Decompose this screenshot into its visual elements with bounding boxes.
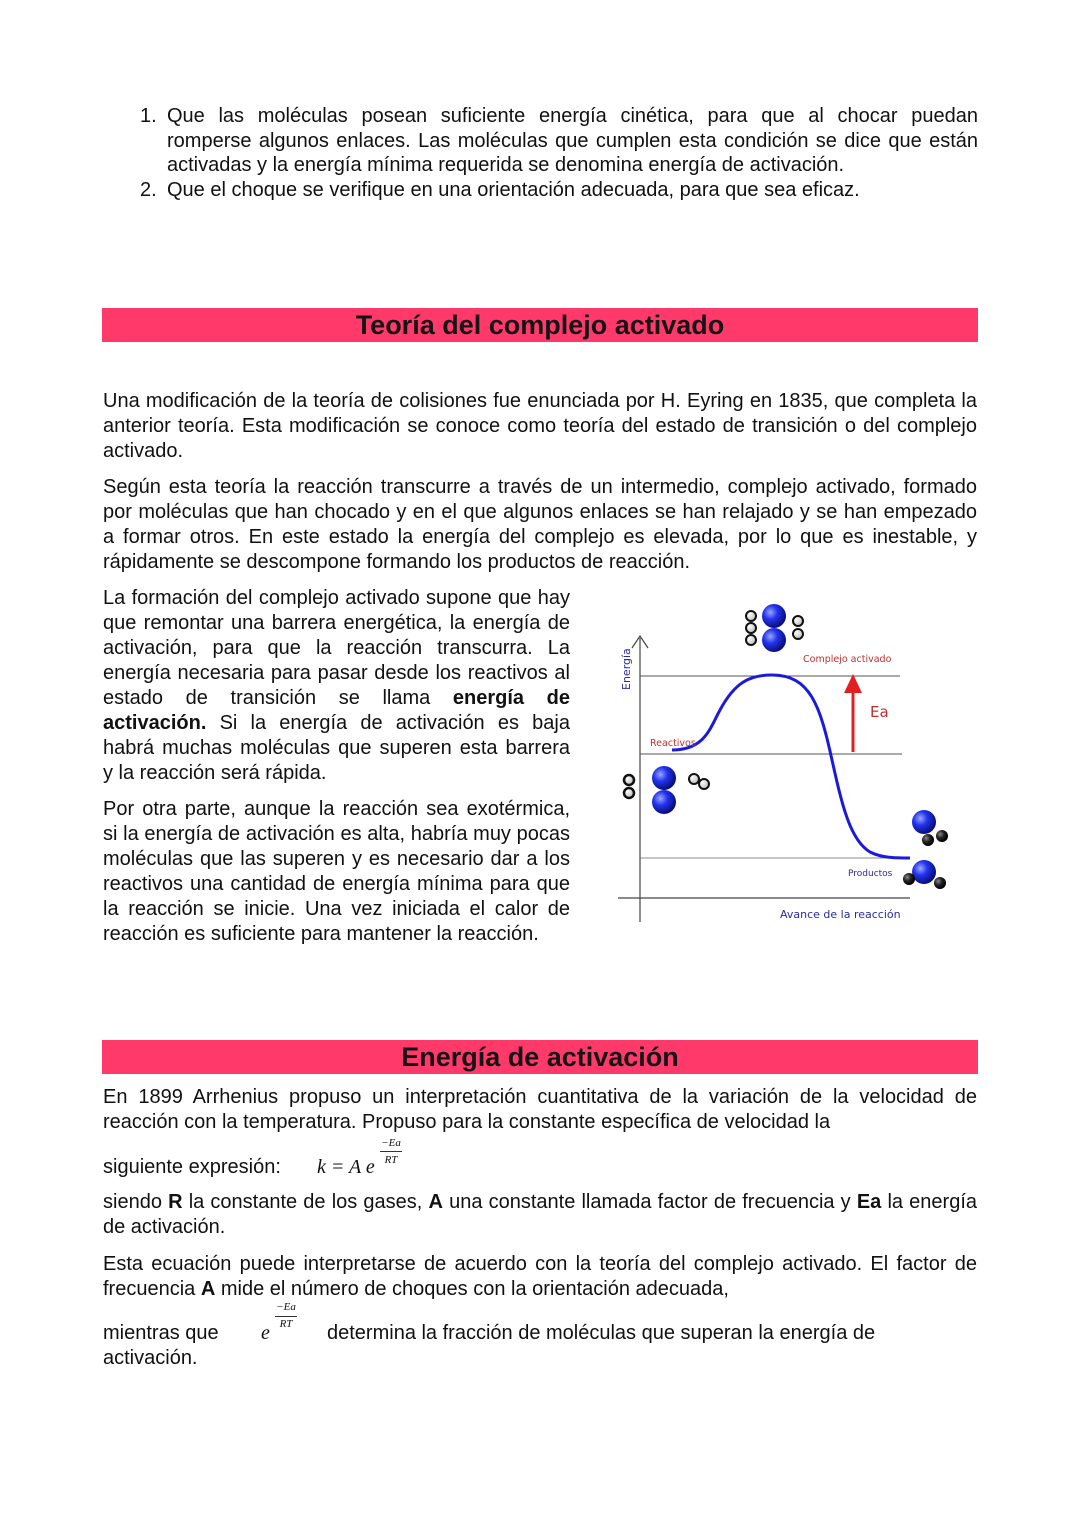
section-heading-energia: Energía de activación: [102, 1040, 978, 1074]
products-molecules-icon: [903, 810, 948, 889]
paragraph-text: la energía de activación.: [103, 1191, 977, 1238]
exp-numerator: −Ea: [276, 1301, 296, 1313]
reaction-axis-label: Avance de la reacción: [780, 908, 901, 921]
list-number: 2.: [140, 178, 157, 201]
exp-fraction-line: [275, 1316, 297, 1317]
productos-label: Productos: [848, 869, 893, 879]
list-number: 1.: [140, 105, 157, 127]
formula-exponent-denominator: RT: [384, 1154, 398, 1166]
list-text: Que las moléculas posean suficiente energía cinética, para que al chocar puedan romperse algunos enlaces. Las moléculas que cumplen esta condición se dice que están activadas y la energía mínima requerida se denomina energía de activación.: [167, 105, 978, 176]
bold-term: R: [168, 1191, 183, 1213]
paragraph-text: una constante llamada factor de frecuencia y: [442, 1191, 857, 1213]
list-item: [140, 104, 978, 178]
formula-main: k = A e: [317, 1156, 375, 1178]
paragraph-exotermica: Por otra parte, aunque la reacción sea exotérmica, si la energía de activación es alta, habría muy pocas moléculas que las superen y es necesario dar a los reactivos una cantidad de energía mínima para que la reacción se inicie. Una vez iniciada el calor de reacción es suficiente para mantener la reacción.: [103, 798, 570, 945]
ea-label: Ea: [870, 703, 889, 721]
bold-term: A: [428, 1191, 443, 1213]
activated-complex-molecule-icon: [746, 604, 803, 652]
energy-diagram: [610, 600, 955, 930]
paragraph-arrhenius: En 1899 Arrhenius propuso un interpretación cuantitativa de la variación de la velocidad de reacción con la temperatura. Propuso para la constante específica de velocidad la: [103, 1086, 977, 1133]
paragraph-intermedio: Según esta teoría la reacción transcurre a través de un intermedio, complejo activado, formado por moléculas que han chocado y en el que algunos enlaces se han relajado y se han empezado a formar otros. En este estado la energía del complejo es elevada, por lo que es inestable, y rápidamente se descompone formando los productos de reacción.: [103, 476, 977, 573]
paragraph-expresion: siguiente expresión:: [103, 1156, 281, 1178]
bold-term: Ea: [856, 1191, 882, 1213]
paragraph-text: Esta ecuación puede interpretarse de acuerdo con la teoría del complejo activado. El factor de frecuencia: [103, 1253, 977, 1300]
paragraph-text: siendo: [103, 1191, 169, 1213]
paragraph-activacion: activación.: [103, 1347, 198, 1369]
reactants-molecules-icon: [624, 766, 709, 814]
conditions-list: [140, 104, 978, 202]
formula-exponent-numerator: −Ea: [381, 1137, 401, 1149]
paragraph-text: la constante de los gases,: [182, 1191, 429, 1213]
exp-base: e: [261, 1322, 270, 1344]
ea-arrow: [844, 674, 862, 752]
paragraph-text: Si la energía de activación es baja habrá muchas moléculas que superen esta barrera y la reacción será rápida.: [103, 712, 570, 784]
paragraph-text: mide el número de choques con la orientación adecuada,: [215, 1278, 729, 1300]
energy-axis-label: Energía: [620, 648, 633, 690]
paragraph-text: La formación del complejo activado supone que hay que remontar una barrera energética, la energía de activación, para que la reacción transcurra. La energía necesaria para pasar desde los reactivos al estado de transición se llama: [103, 587, 570, 709]
paragraph-variables: [103, 1190, 977, 1240]
exp-denominator: RT: [279, 1318, 293, 1330]
complex-label: Complejo activado: [803, 654, 892, 665]
bold-term: energía de activación.: [103, 687, 570, 734]
formula-fraction-line: [380, 1151, 402, 1152]
section-heading-complejo: Teoría del complejo activado: [102, 308, 978, 342]
paragraph-fraccion: determina la fracción de moléculas que superan la energía de: [327, 1322, 876, 1344]
paragraph-mientras: mientras que: [103, 1322, 219, 1344]
bold-term: A: [200, 1278, 216, 1300]
reactivos-label: Reactivos: [650, 738, 696, 749]
paragraph-interpretacion: [103, 1252, 977, 1302]
paragraph-barrera: [103, 586, 570, 786]
list-item: [140, 178, 978, 203]
paragraph-eyring: Una modificación de la teoría de colisiones fue enunciada por H. Eyring en 1835, que completa la anterior teoría. Esta modificación se conoce como teoría del estado de transición o del complejo activado.: [103, 390, 977, 462]
list-text: Que el choque se verifique en una orientación adecuada, para que sea eficaz.: [167, 178, 860, 201]
